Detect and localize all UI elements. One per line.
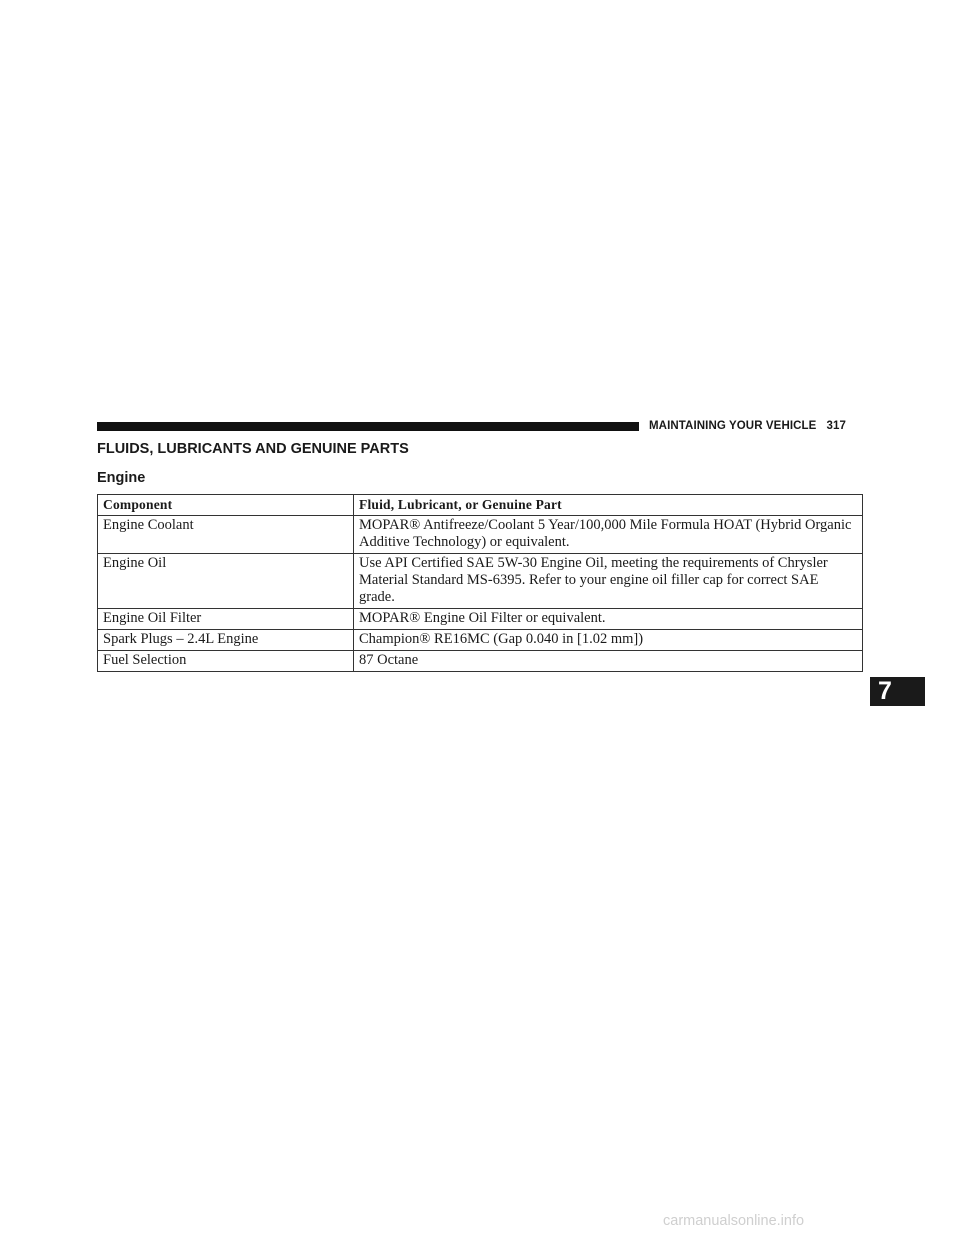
table-row: [98, 609, 863, 630]
column-header-part: Fluid, Lubricant, or Genuine Part: [354, 495, 863, 516]
running-head-title: MAINTAINING YOUR VEHICLE: [649, 420, 817, 432]
cell-component: Engine Oil: [98, 554, 354, 609]
column-header-component: Component: [98, 495, 354, 516]
table-row: [98, 516, 863, 554]
engine-fluids-table: [97, 494, 863, 672]
section-title: FLUIDS, LUBRICANTS AND GENUINE PARTS: [97, 441, 409, 457]
cell-part: Use API Certified SAE 5W-30 Engine Oil, meeting the requirements of Chrysler Material Standard MS-6395. Refer to your engine oil filler cap for correct SAE grade.: [354, 554, 863, 609]
cell-part: MOPAR® Engine Oil Filter or equivalent.: [354, 609, 863, 630]
subsection-title: Engine: [97, 470, 146, 486]
cell-component: Engine Coolant: [98, 516, 354, 554]
chapter-tab: 7: [870, 677, 925, 706]
running-head-rule: [97, 422, 637, 431]
page-number: 317: [826, 420, 846, 432]
cell-component: Spark Plugs – 2.4L Engine: [98, 630, 354, 651]
cell-component: Fuel Selection: [98, 651, 354, 672]
table-row: [98, 554, 863, 609]
running-head: [649, 418, 846, 434]
cell-part: Champion® RE16MC (Gap 0.040 in [1.02 mm]): [354, 630, 863, 651]
cell-part: MOPAR® Antifreeze/Coolant 5 Year/100,000 Mile Formula HOAT (Hybrid Organic Additive Technology) or equivalent.: [354, 516, 863, 554]
cell-part: 87 Octane: [354, 651, 863, 672]
table-header-row: [98, 495, 863, 516]
cell-component: Engine Oil Filter: [98, 609, 354, 630]
table-row: [98, 630, 863, 651]
watermark: carmanualsonline.info: [663, 1213, 805, 1229]
table-row: [98, 651, 863, 672]
